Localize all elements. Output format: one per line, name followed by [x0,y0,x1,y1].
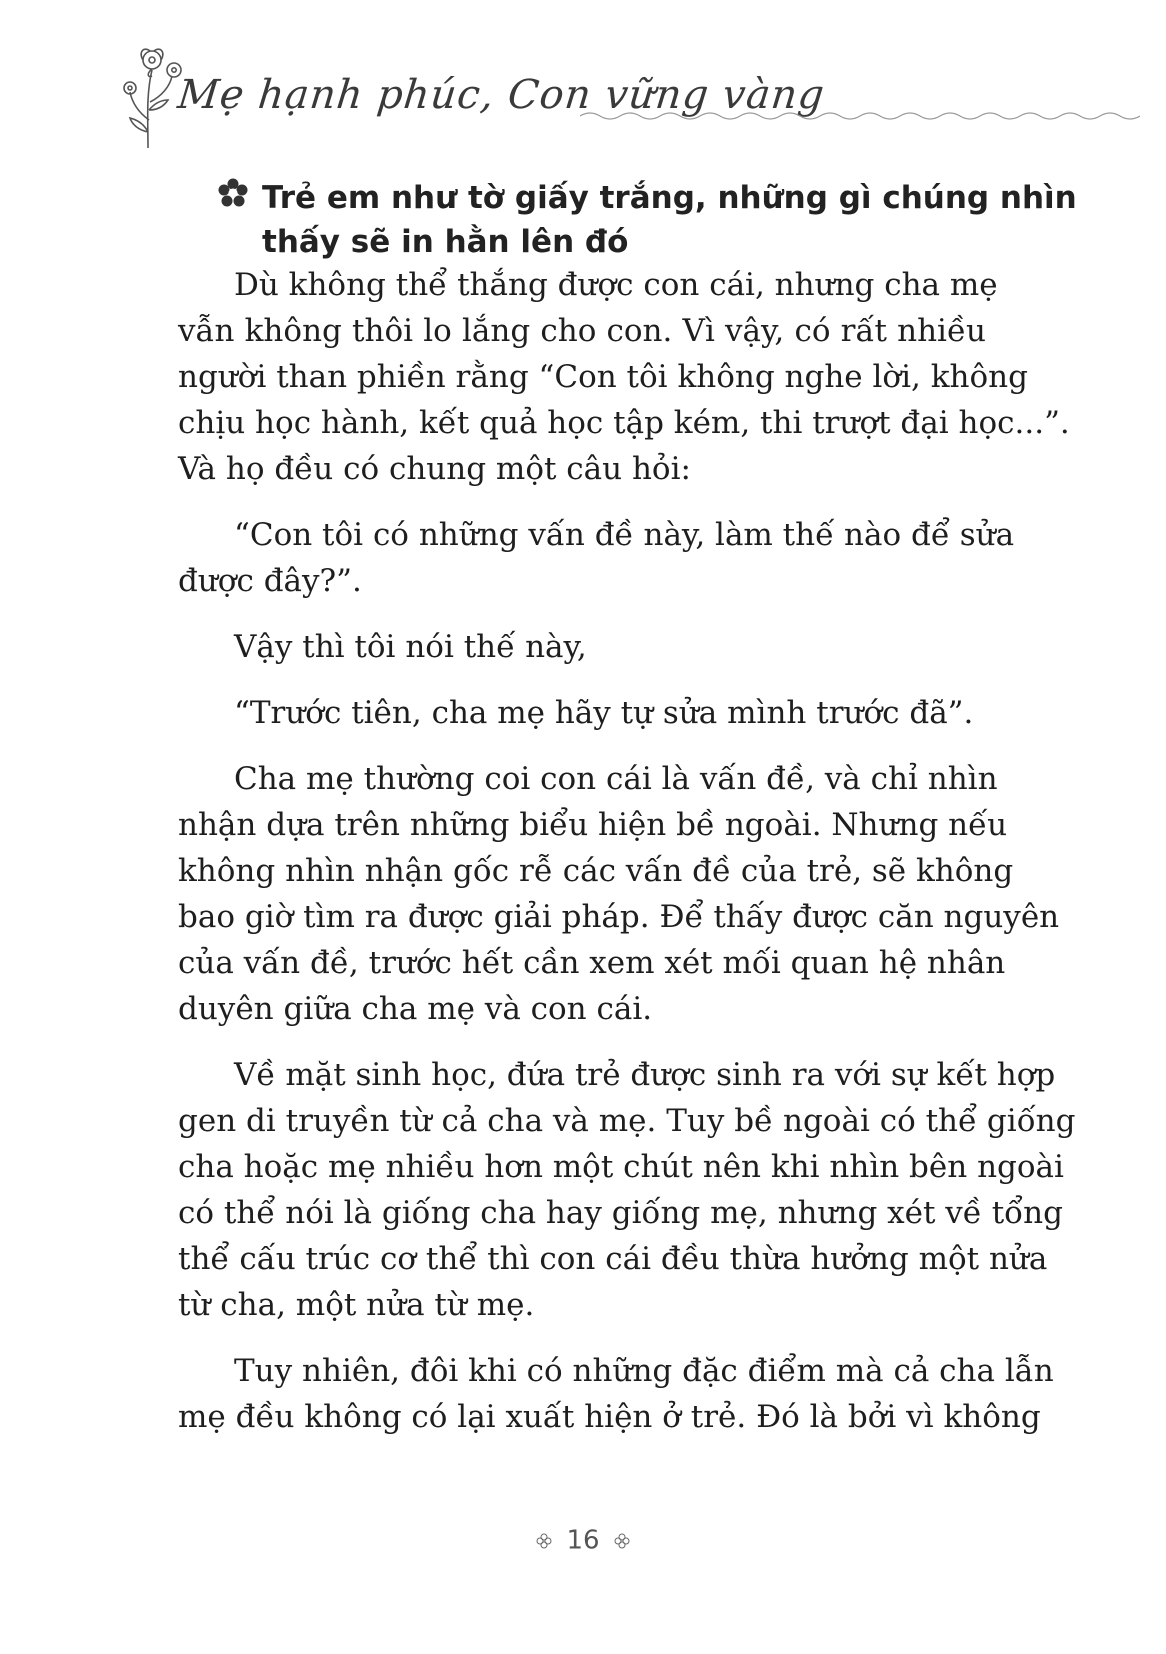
header-divider [580,108,1140,124]
text-line: gen di truyền từ cả cha và mẹ. Tuy bề ngoài có thể giống [178,1103,1076,1139]
page-header [0,0,1166,160]
flower-bullet-icon [218,178,248,208]
text-line: Vậy thì tôi nói thế này, [234,629,587,665]
section-heading-line-1: Trẻ em như tờ giấy trắng, những gì chúng nhìn [262,180,1077,216]
text-line: của vấn đề, trước hết cần xem xét mối quan hệ nhân [178,945,1006,981]
section-heading-line-2: thấy sẽ in hằn lên đó [262,224,629,260]
text-line: nhận dựa trên những biểu hiện bề ngoài. Nhưng nếu [178,807,1008,843]
text-line: “Trước tiên, cha mẹ hãy tự sửa mình trước đã”. [234,695,974,731]
text-line: được đây?”. [178,563,362,599]
small-flower-icon [536,1533,552,1549]
paragraph [178,262,1070,492]
body-text [178,262,1076,1440]
paragraph [178,690,986,736]
text-line: từ cha, một nửa từ mẹ. [178,1287,535,1323]
text-line: cha hoặc mẹ nhiều hơn một chút nên khi nhìn bên ngoài [178,1149,1064,1185]
text-line: người than phiền rằng “Con tôi không nghe lời, không [178,359,1028,395]
text-line: chịu học hành, kết quả học tập kém, thi trượt đại học...”. [178,405,1070,441]
paragraph [178,512,1015,604]
text-line: Dù không thể thắng được con cái, nhưng cha mẹ [234,267,998,303]
text-line: không nhìn nhận gốc rễ các vấn đề của trẻ, sẽ không [178,853,1014,889]
text-line: thể cấu trúc cơ thể thì con cái đều thừa hưởng một nửa [178,1241,1048,1277]
paragraph [178,624,986,670]
text-line: Và họ đều có chung một câu hỏi: [178,451,691,487]
text-line: vẫn không thôi lo lắng cho con. Vì vậy, có rất nhiều [178,313,986,349]
text-line: duyên giữa cha mẹ và con cái. [178,991,653,1027]
paragraph [178,756,1060,1032]
text-line: Cha mẹ thường coi con cái là vấn đề, và chỉ nhìn [234,761,998,797]
text-line: bao giờ tìm ra được giải pháp. Để thấy được căn nguyên [178,899,1060,935]
small-flower-icon [614,1533,630,1549]
text-line: Về mặt sinh học, đứa trẻ được sinh ra với sự kết hợp [234,1057,1056,1093]
text-line: “Con tôi có những vấn đề này, làm thế nào để sửa [234,517,1015,553]
text-line: mẹ đều không có lại xuất hiện ở trẻ. Đó là bởi vì không [178,1399,1041,1435]
text-line: có thể nói là giống cha hay giống mẹ, nhưng xét về tổng [178,1195,1063,1231]
running-title: Mẹ hạnh phúc, Con vững vàng [175,72,827,118]
page-footer [0,1525,1166,1556]
text-line: Tuy nhiên, đôi khi có những đặc điểm mà cả cha lẫn [234,1353,1054,1389]
section-heading [222,176,1077,264]
paragraph [178,1348,1054,1440]
paragraph [178,1052,1076,1328]
page-number: 16 [566,1525,600,1556]
